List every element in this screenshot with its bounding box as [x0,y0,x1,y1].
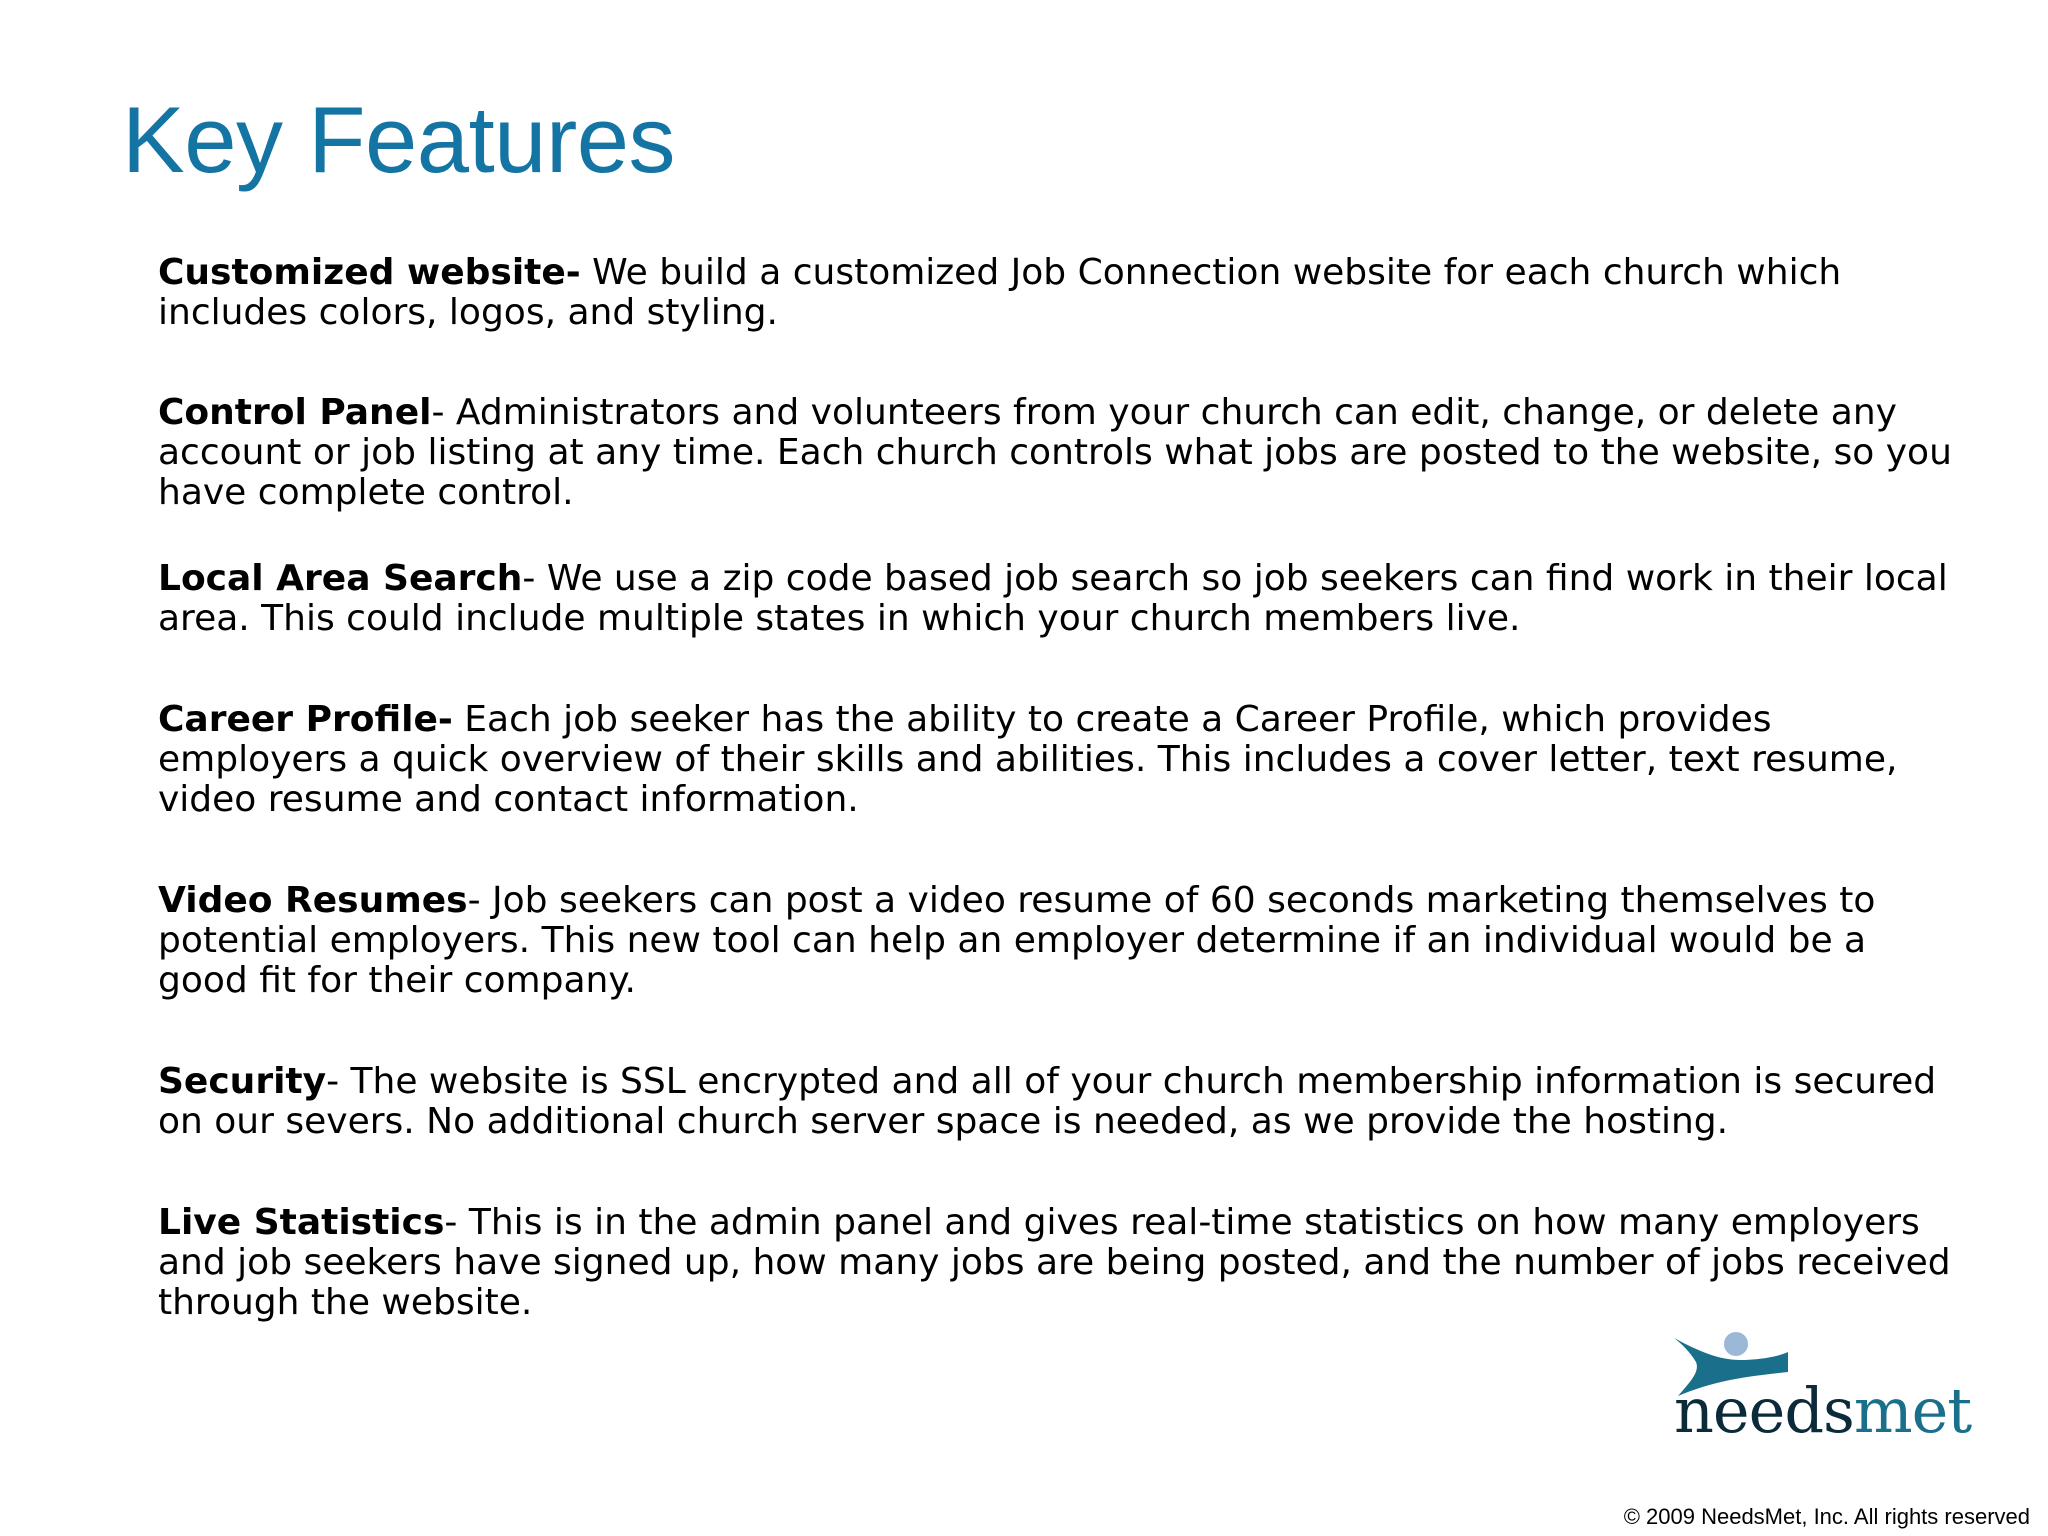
feature-description: Each job seeker has the ability to create a Career Profile, which provides employers a quick overview of their skills and abilities. This includes a cover letter, text resume, video resume and contact information. [158,699,1898,820]
feature-name: Video Resumes [158,880,468,921]
feature-description: - We use a zip code based job search so job seekers can find work in their local area. This could include multiple states in which your church members live. [158,558,1948,639]
feature-name: Security [158,1061,327,1102]
logo-text-met: met [1853,1374,1972,1447]
feature-name: Customized website- [158,252,581,293]
feature-description: - Job seekers can post a video resume of 60 seconds marketing themselves to potential employers. This new tool can help an employer determine if an individual would be a good fit for their company. [158,880,1876,1001]
feature-career-profile [158,700,1958,820]
needsmet-logo [1670,1330,1980,1450]
feature-description: We build a customized Job Connection website for each church which includes colors, logos, and styling. [158,252,1842,333]
feature-description: - Administrators and volunteers from your church can edit, change, or delete any account or job listing at any time. Each church controls what jobs are posted to the website, so you have complete control. [158,392,1952,513]
feature-name: Career Profile- [158,699,453,740]
feature-local-area-search [158,559,1958,639]
feature-live-statistics [158,1203,1958,1323]
feature-customized-website [158,253,1958,333]
feature-name: Control Panel [158,392,432,433]
copyright-notice: © 2009 NeedsMet, Inc. All rights reserved [1623,1504,2030,1529]
feature-description: - This is in the admin panel and gives real-time statistics on how many employers and job seekers have signed up, how many jobs are being posted, and the number of jobs received through the website. [158,1202,1951,1323]
slide-title: Key Features [122,87,676,192]
feature-name: Live Statistics [158,1202,445,1243]
logo-text-needs: needs [1674,1374,1854,1447]
feature-control-panel [158,393,1958,513]
logo-wordmark [1674,1374,1972,1447]
feature-video-resumes [158,881,1958,1001]
feature-description: - The website is SSL encrypted and all of your church membership information is secured on our severs. No additional church server space is needed, as we provide the hosting. [158,1061,1937,1142]
feature-name: Local Area Search [158,558,523,599]
feature-security [158,1062,1958,1142]
